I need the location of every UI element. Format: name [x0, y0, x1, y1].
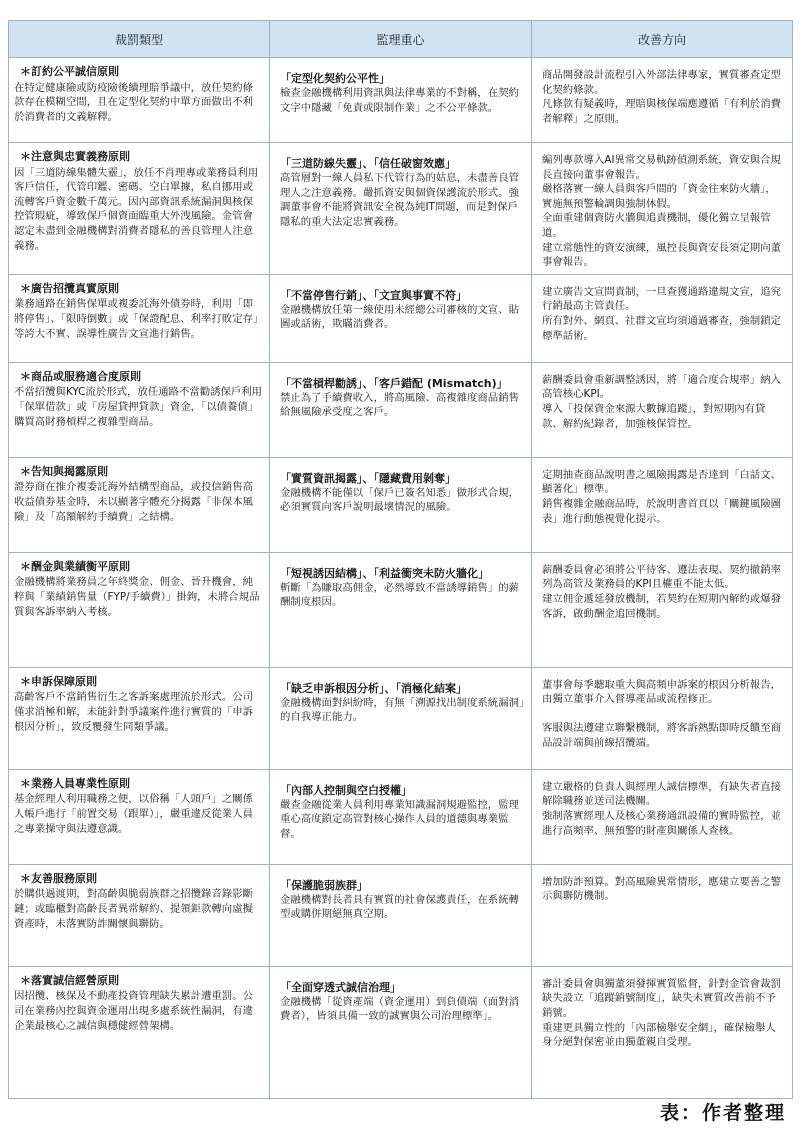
table-row — [9, 457, 793, 552]
supervision-focus-description: 嚴查金融從業人員利用專業知識漏洞規避監控，監理重心高度鎖定高管對核心操作人員的道德與專業監督。 — [280, 798, 519, 840]
improvement-paragraph: 嚴格落實一線人員與客戶間的「資金往來防火牆」，實施無預警輪調與強制休假。 — [542, 183, 776, 210]
penalty-type-description: 不當招攬與KYC流於形式，放任通路不當勸誘保戶利用「保單借款」或「房屋貸押貸款」資金，「以債養債」購買高財務槓桿之複雜型商品。 — [14, 386, 263, 428]
table-row — [9, 58, 793, 143]
supervision-focus-cell — [270, 362, 532, 457]
header-improvement-direction: 改善方向 — [532, 21, 793, 58]
improvement-paragraph: 客服與法遵建立聯繫機制，將客訴熱點即時反饋至商品設計端與前線招攬端。 — [542, 721, 781, 749]
penalty-type-cell — [9, 552, 270, 667]
supervision-focus-title: 「定型化契約公平性」 — [280, 72, 390, 85]
supervision-focus-title: 「保護脆弱族群」 — [280, 878, 368, 892]
penalty-type-cell — [9, 864, 270, 966]
improvement-direction-cell — [532, 769, 793, 864]
improvement-paragraph: 凡條款有疑義時，理賠與核保端應遵循「有利於消費者解釋」之原則。 — [542, 98, 781, 125]
supervision-focus-description: 斬斷「為賺取高佣金，必然導致不當誘導銷售」的薪酬制度根因。 — [280, 581, 519, 609]
penalty-type-cell — [9, 143, 270, 275]
supervision-focus-description: 檢查金融機構利用資訊與法律專業的不對稱，在契約文字中隱藏「免責或限制作業」之不公平條款。 — [280, 87, 519, 114]
improvement-paragraph: 建立嚴格的負責人與經理人誠信標準，有缺失者直接解除職務並送司法機關。 — [542, 780, 781, 808]
penalty-type-cell — [9, 274, 270, 362]
improvement-paragraph: 編列專款導入AI異常交易軌跡偵測系統，資安與合規長直接向董事會報告。 — [542, 154, 781, 181]
penalty-type-cell — [9, 667, 270, 769]
table-row — [9, 864, 793, 966]
table-row — [9, 274, 793, 362]
penalty-type-title: ＊業務人員專業性原則 — [20, 776, 130, 790]
penalty-type-title: ＊落實誠信經營原則 — [20, 973, 119, 987]
penalty-type-title: ＊酬金與業績衡平原則 — [20, 559, 130, 573]
supervision-focus-description: 禁止為了手續費收入，將高風險、高複雜度商品銷售給無風險承受度之客戶。 — [280, 391, 519, 419]
penalty-type-cell — [9, 58, 270, 143]
improvement-direction-cell — [532, 457, 793, 552]
improvement-paragraph: 建立廣告文宣問責制，一旦查獲通路違規文宣，追究行銷最高主管責任。 — [542, 285, 781, 313]
header-penalty-type: 裁罰類型 — [9, 21, 270, 58]
improvement-direction-cell — [532, 362, 793, 457]
penalty-type-title: ＊申訴保障原則 — [20, 674, 97, 688]
table-body — [9, 58, 793, 1099]
penalty-type-cell — [9, 362, 270, 457]
supervision-focus-title: 「三道防線失靈」、「信任破窗效應」 — [280, 157, 456, 170]
penalty-type-title: ＊廣告招攬真實原則 — [20, 281, 119, 295]
improvement-paragraph: 強制落實經理人及核心業務通訊設備的實時監控，並進行高頻率、無預警的財產與關係人查核。 — [542, 809, 781, 837]
improvement-paragraph: 導入「投保資金來源大數據追蹤」，對短期內有貸款、解約紀錄者，加強核保管控。 — [542, 402, 766, 430]
supervision-focus-cell — [270, 966, 532, 1098]
penalty-type-description: 證券商在推介複委託海外結構型商品，或投信銷售高收益債券基金時，未以顯著字體充分揭露「非保本風險」及「高額解約手續費」之結構。 — [14, 481, 253, 523]
improvement-direction-cell — [532, 667, 793, 769]
improvement-paragraph: 薪酬委員會重新調整誘因，將「適合度合規率」納入高管核心KPI。 — [542, 373, 781, 401]
penalty-type-cell — [9, 457, 270, 552]
table-row — [9, 769, 793, 864]
penalty-type-description: 基金經理人利用職務之便，以俗稱「人頭戶」之關係人帳戶進行「前置交易（跟單）」，嚴重違反從業人員之專業操守與法遵意識。 — [14, 793, 253, 835]
table-row — [9, 552, 793, 667]
improvement-paragraph: 建立佣金遞延發放機制，若契約在短期內解約或爆發客訴，啟動酬金追回機制。 — [542, 592, 781, 620]
table-row — [9, 143, 793, 275]
supervision-focus-description: 金融機構對長者具有實質的社會保護責任，在系統轉型或購併期絕無真空期。 — [280, 893, 519, 921]
improvement-paragraph: 建立常態性的資安演練，風控長與資安長須定期向董事會報告。 — [542, 241, 781, 269]
supervision-focus-description: 高管層對一線人員私下代管行為的姑息，未盡善良管理人之注意義務。嚴抓資安與個資保護流於形式。強調董事會不能將資訊安全視為純IT問題，而是對保戶隱私的重大法定忠實義務。 — [280, 172, 519, 228]
penalty-type-description: 於購供過渡期，對高齡與脆弱族群之招攬錄音錄影斷鏈；或臨櫃對高齡長者異常解約、提領鉅款轉向虛擬資產時，未落實防詐關懷與聯防。 — [14, 888, 253, 930]
supervision-focus-description: 金融機構「從資產端（資金運用）到負債端（面對消費者），皆須具備一致的誠實與公司治理標準」。 — [280, 995, 519, 1023]
improvement-paragraph: 審計委員會與獨董須發揮實質監督，針對金管會裁罰缺失設立「追蹤銷號制度」，缺失未實質改善前不予銷號。 — [542, 977, 781, 1019]
header-supervision-focus: 監理重心 — [270, 21, 532, 58]
penalty-table — [8, 20, 793, 1099]
supervision-focus-cell — [270, 864, 532, 966]
supervision-focus-cell — [270, 58, 532, 143]
penalty-type-title: ＊告知與揭露原則 — [20, 464, 108, 478]
supervision-focus-title: 「全面穿透式誠信治理」 — [280, 980, 401, 994]
improvement-paragraph: 所有對外、網頁、社群文宣均須通過審查，強制鎖定標準話術。 — [542, 314, 781, 342]
penalty-type-description: 因「三道防線集體失靈」，放任不肖理專或業務員利用客戶信任，代管印鑑、密碼、空白單據，私自挪用或流轉客戶資金數千萬元。因內部資訊系統漏洞與核保控管瑕疵，導致保戶個資面臨重大外洩風險。金管會認定未盡到金融機構對消費者隱私的善良管理人注意義務。 — [14, 166, 259, 252]
supervision-focus-cell — [270, 667, 532, 769]
supervision-focus-title: 「短視誘因結構」、「利益衝突未防火牆化」 — [280, 566, 489, 580]
supervision-focus-cell — [270, 769, 532, 864]
table-row — [9, 667, 793, 769]
penalty-type-description: 在特定健康險或防疫險後續理賠爭議中，放任契約條款存在模糊空間，且在定型化契約中單方面做出不利於消費者的文義解釋。 — [14, 81, 253, 123]
supervision-focus-description: 金融機構不能僅以「保戶已簽名知悉」做形式合規，必須實質向客戶說明最壞情況的風險。 — [280, 486, 519, 514]
improvement-direction-cell — [532, 143, 793, 275]
supervision-focus-cell — [270, 143, 532, 275]
penalty-type-description: 業務通路在銷售保單或複委託海外債券時，利用「即將停售」、「限時倒數」或「保證配息、利率打敗定存」等誇大不實、誤導性廣告文宣進行銷售。 — [14, 298, 259, 340]
supervision-focus-title: 「不當槓桿勸誘」、「客戶錯配 (Mismatch)」 — [280, 376, 508, 390]
penalty-type-title: ＊商品或服務適合度原則 — [20, 369, 141, 383]
supervision-focus-cell — [270, 274, 532, 362]
supervision-focus-description: 金融機構面對糾紛時，有無「溯源找出制度系統漏洞」的自我導正能力。 — [280, 696, 525, 724]
penalty-type-cell — [9, 966, 270, 1098]
improvement-paragraph: 重建更具獨立性的「內部檢舉安全網」，確保檢舉人身分絕對保密並由獨董親自受理。 — [542, 1021, 776, 1049]
supervision-focus-description: 金融機構放任第一線使用未經總公司審核的文宣、貼圖或話術，欺瞞消費者。 — [280, 303, 519, 331]
supervision-focus-title: 「缺乏申訴根因分析」、「消極化結案」 — [280, 681, 467, 695]
improvement-direction-cell — [532, 966, 793, 1098]
supervision-focus-cell — [270, 457, 532, 552]
table-row — [9, 966, 793, 1098]
improvement-paragraph: 全面重建個資防火牆與追責機制，優化獨立呈報管道。 — [542, 212, 771, 239]
table-caption: 表：作者整理 — [659, 1102, 786, 1124]
regulation-table-container — [8, 20, 792, 1099]
penalty-type-description: 高齡客戶不當銷售衍生之客訴案處理流於形式。公司僅求消極和解，未能針對爭議案件進行實質的「申訴根因分析」，致反覆發生同類爭議。 — [14, 691, 253, 733]
improvement-paragraph: 定期抽查商品說明書之風險揭露是否達到「白話文、顯著化」標準。 — [542, 468, 781, 496]
penalty-type-title: ＊友善服務原則 — [20, 871, 97, 885]
improvement-paragraph: 商品開發設計流程引入外部法律專家，實質審查定型化契約條款。 — [542, 69, 781, 96]
table-header-row — [9, 21, 793, 58]
improvement-paragraph: 董事會每季聽取重大與高頻申訴案的根因分析報告，由獨立董事介入督導產品或流程修正。 — [542, 678, 781, 706]
supervision-focus-title: 「不當停售行銷」、「文宣與事實不符」 — [280, 288, 467, 302]
improvement-direction-cell — [532, 58, 793, 143]
penalty-type-title: ＊訂約公平誠信原則 — [20, 65, 119, 78]
improvement-direction-cell — [532, 864, 793, 966]
improvement-paragraph: 增加防詐預算。對高風險異常情形，應建立要善之警示與聯防機制。 — [542, 875, 781, 903]
supervision-focus-title: 「內部人控制與空白授權」 — [280, 783, 412, 797]
supervision-focus-cell — [270, 552, 532, 667]
supervision-focus-title: 「實質資訊揭露」、「隱藏費用剝奪」 — [280, 471, 456, 485]
penalty-type-cell — [9, 769, 270, 864]
table-row — [9, 362, 793, 457]
penalty-type-description: 因招攬、核保及不動產投資管理缺失累計遭重罰。公司在業務內控與資金運用出現多處系統性漏洞，有違企業最核心之誠信與穩健經營架構。 — [14, 990, 253, 1032]
improvement-direction-cell — [532, 274, 793, 362]
improvement-direction-cell — [532, 552, 793, 667]
improvement-paragraph: 薪酬委員會必須將公平待客、遵法表現、契約撤銷率列為高管及業務員的KPI且權重不能太低。 — [542, 563, 781, 591]
penalty-type-description: 金融機構將業務員之年終獎金、佣金、晉升機會，純粹與「業績銷售量（FYP/手續費）」掛鉤，未將合規品質與客訴率納入考核。 — [14, 576, 260, 618]
improvement-paragraph: 銷售複雜金融商品時，於說明書首頁以「關鍵風險圖表」進行動態視覺化提示。 — [542, 497, 781, 525]
penalty-type-title: ＊注意與忠實義務原則 — [20, 150, 130, 163]
